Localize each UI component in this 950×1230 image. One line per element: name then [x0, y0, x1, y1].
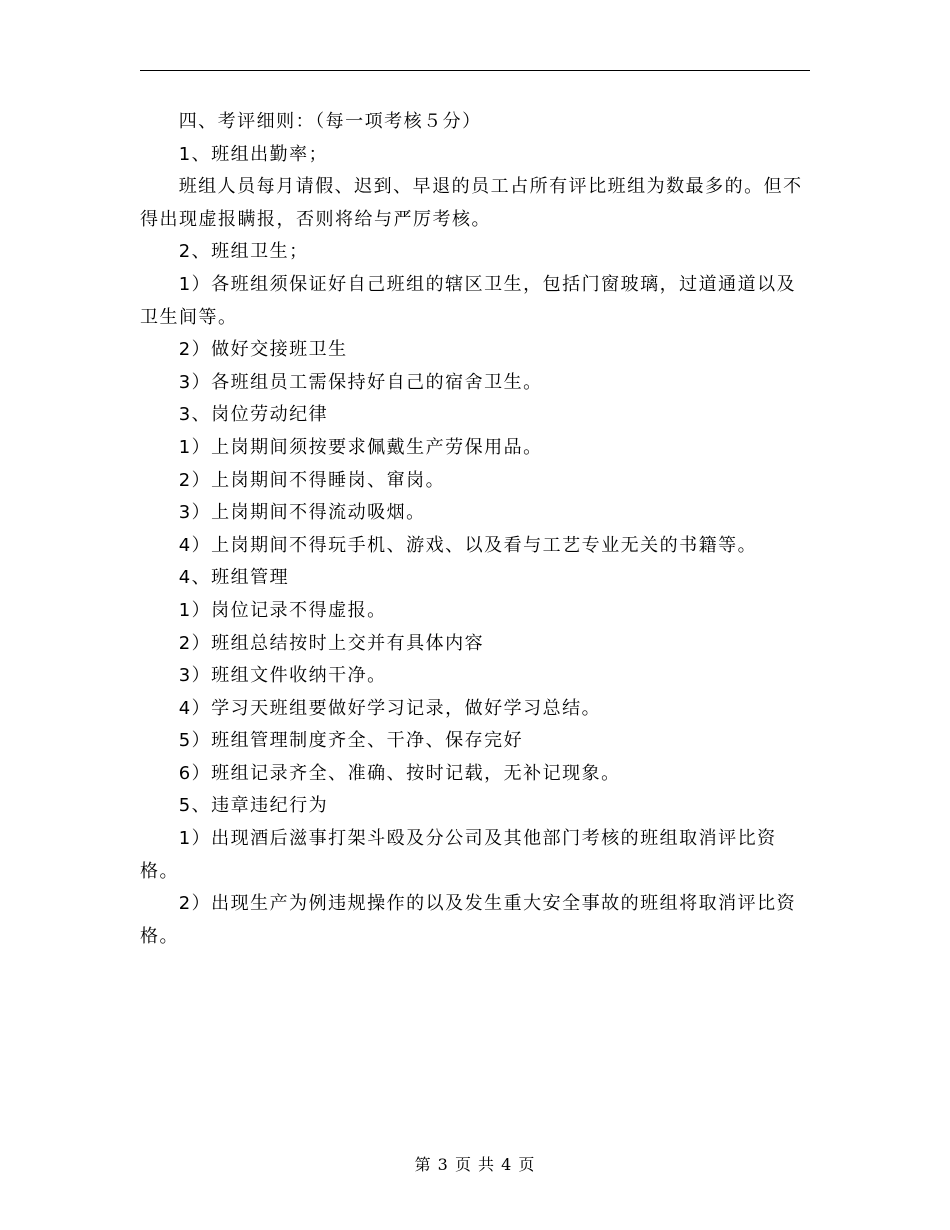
sub-item: 1）岗位记录不得虚报。	[178, 599, 387, 621]
item-heading: 4、班组管理	[178, 567, 290, 589]
sub-item: 4）学习天班组要做好学习记录，做好学习总结。	[178, 697, 602, 719]
item-heading: 3、岗位劳动纪律	[178, 404, 329, 426]
sub-item: 1）上岗期间须按要求佩戴生产劳保用品。	[178, 436, 543, 458]
sub-item: 6）班组记录齐全、准确、按时记载，无补记现象。	[178, 762, 621, 784]
sub-item: 1）出现酒后滋事打架斗殴及分公司及其他部门考核的班组取消评比资格。	[140, 828, 777, 882]
page-number: 第 3 页 共 4 页	[414, 1155, 536, 1174]
sub-item: 3）上岗期间不得流动吸烟。	[178, 502, 426, 524]
sub-item: 5）班组管理制度齐全、干净、保存完好	[178, 730, 524, 752]
sub-item: 3）班组文件收纳干净。	[178, 665, 387, 687]
item-heading: 2、班组卫生；	[178, 241, 309, 263]
document-body	[140, 106, 812, 953]
paragraph: 班组人员每月请假、迟到、早退的员工占所有评比班组为数最多的。但不得出现虚报瞒报，否则将给与严厉考核。	[140, 176, 803, 230]
sub-item: 2）出现生产为例违规操作的以及发生重大安全事故的班组将取消评比资格。	[140, 893, 797, 947]
sub-item: 4）上岗期间不得玩手机、游戏、以及看与工艺专业无关的书籍等。	[178, 534, 758, 556]
sub-item: 3）各班组员工需保持好自己的宿舍卫生。	[178, 371, 543, 393]
section-heading: 四、考评细则：（每一项考核５分）	[178, 111, 482, 132]
sub-item: 2）上岗期间不得睡岗、窜岗。	[178, 469, 446, 491]
sub-item: 1）各班组须保证好自己班组的辖区卫生，包括门窗玻璃，过道通道以及卫生间等。	[140, 273, 797, 328]
item-heading: 1、班组出勤率；	[178, 143, 329, 165]
header-rule	[140, 70, 810, 71]
sub-item: 2）做好交接班卫生	[178, 339, 348, 361]
sub-item: 2）班组总结按时上交并有具体内容	[178, 632, 485, 654]
item-heading: 5、违章违纪行为	[178, 795, 329, 817]
